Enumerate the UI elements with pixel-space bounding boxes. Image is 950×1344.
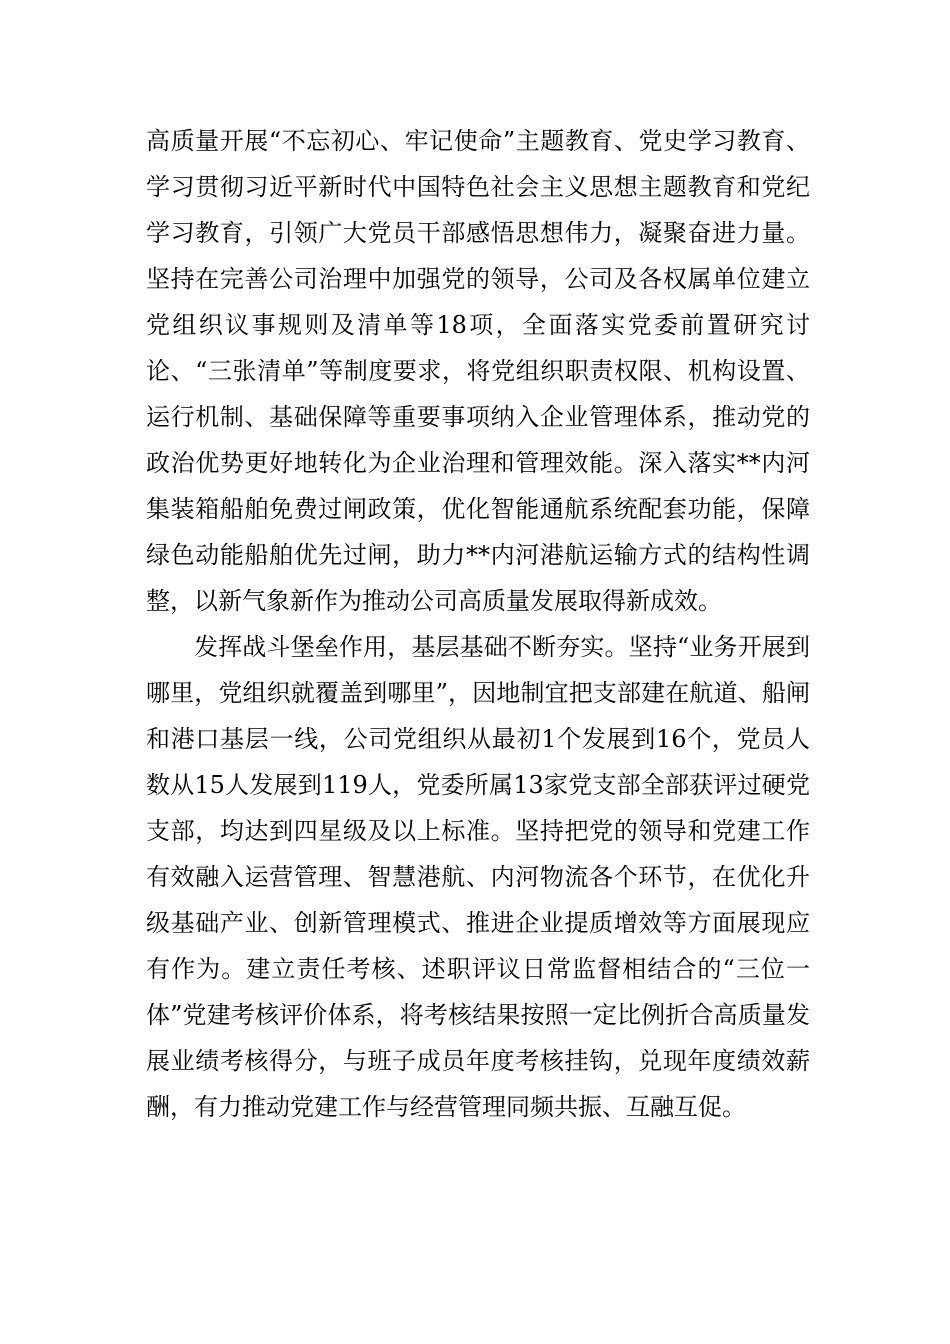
- paragraph-continuation: 高质量开展“不忘初心、牢记使命”主题教育、党史学习教育、学习贯彻习近平新时代中国特色社会主义思想主题教育和党纪学习教育，引领广大党员干部感悟思想伟力，凝聚奋进力量。坚持在完善公司治理中加强党的领导，公司及各权属单位建立党组织议事规则及清单等18项，全面落实党委前置研究讨论、“三张清单”等制度要求，将党组织职责权限、机构设置、运行机制、基础保障等重要事项纳入企业管理体系，推动党的政治优势更好地转化为企业治理和管理效能。深入落实**内河集装箱船舶免费过闸政策，优化智能通航系统配套功能，保障绿色动能船舶优先过闸，助力**内河港航运输方式的结构性调整，以新气象新作为推动公司高质量发展取得新成效。: [146, 127, 810, 615]
- document-body: [146, 118, 810, 1130]
- paragraph-grassroots-strength: 发挥战斗堡垒作用，基层基础不断夯实。坚持“业务开展到哪里，党组织就覆盖到哪里”，因地制宜把支部建在航道、船闸和港口基层一线，公司党组织从最初1个发展到16个，党员人数从15人发展到119人，党委所属13家党支部全部获评过硬党支部，均达到四星级及以上标准。坚持把党的领导和党建工作有效融入运营管理、智慧港航、内河物流各个环节，在优化升级基础产业、创新管理模式、推进企业提质增效等方面展现应有作为。建立责任考核、述职评议日常监督相结合的“三位一体”党建考核评价体系，将考核结果按照一定比例折合高质量发展业绩考核得分，与班子成员年度考核挂钩，兑现年度绩效薪酬，有力推动党建工作与经营管理同频共振、互融互促。: [146, 633, 810, 1121]
